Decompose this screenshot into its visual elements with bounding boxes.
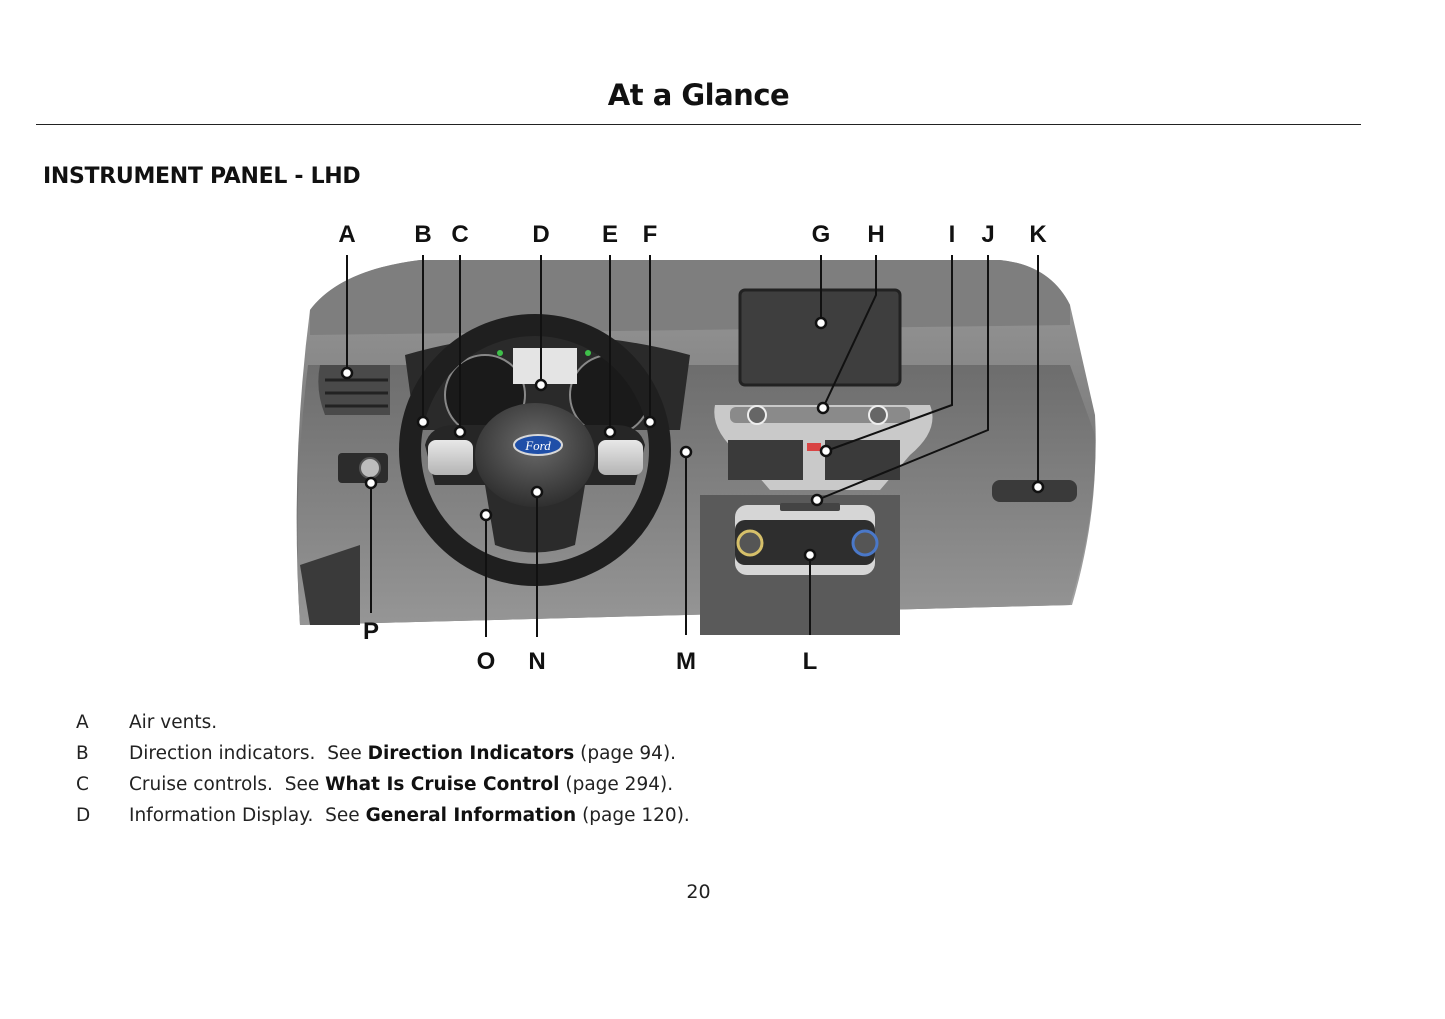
legend-item	[76, 740, 976, 771]
headlamp-switch	[338, 453, 388, 483]
callout-l: L	[802, 648, 818, 675]
cross-reference-link[interactable]: What Is Cruise Control	[325, 774, 560, 795]
callout-f: F	[642, 221, 658, 248]
information-display-screen	[513, 348, 577, 384]
callout-b: B	[414, 221, 432, 248]
callout-g: G	[811, 221, 831, 248]
callout-m: M	[676, 648, 696, 675]
callout-o: O	[476, 648, 496, 675]
legend-key: C	[76, 774, 89, 795]
legend-description: Information Display. See General Information (page 120).	[129, 805, 690, 826]
legend-description: Direction indicators. See Direction Indicators (page 94).	[129, 743, 677, 764]
cross-reference-link[interactable]: Direction Indicators	[367, 743, 575, 764]
callout-n: N	[528, 648, 546, 675]
callout-d: D	[532, 221, 550, 248]
callout-e: E	[601, 221, 619, 248]
page-header-title: At a Glance	[607, 78, 790, 112]
callout-legend	[76, 709, 976, 833]
legend-item	[76, 802, 976, 833]
legend-description: Air vents.	[129, 712, 218, 733]
instrument-panel-figure	[280, 215, 1120, 685]
callout-i: I	[948, 221, 956, 248]
legend-item	[76, 771, 976, 802]
cross-reference-link[interactable]: General Information	[365, 805, 577, 826]
left-air-vent	[318, 365, 390, 415]
legend-description: Cruise controls. See What Is Cruise Control (page 294).	[129, 774, 674, 795]
ford-logo-text: Ford	[525, 438, 551, 453]
legend-key: A	[76, 712, 89, 733]
legend-key: B	[76, 743, 89, 764]
header-divider	[36, 124, 1361, 125]
section-title: INSTRUMENT PANEL - LHD	[43, 164, 361, 189]
callout-p: P	[362, 618, 380, 645]
callout-k: K	[1029, 221, 1047, 248]
callout-a: A	[338, 221, 356, 248]
callout-c: C	[451, 221, 469, 248]
legend-item	[76, 709, 976, 740]
callout-h: H	[867, 221, 885, 248]
instrument-panel-illustration	[280, 215, 1120, 685]
page-number: 20	[686, 881, 711, 903]
legend-key: D	[76, 805, 91, 826]
callout-j: J	[981, 221, 995, 248]
